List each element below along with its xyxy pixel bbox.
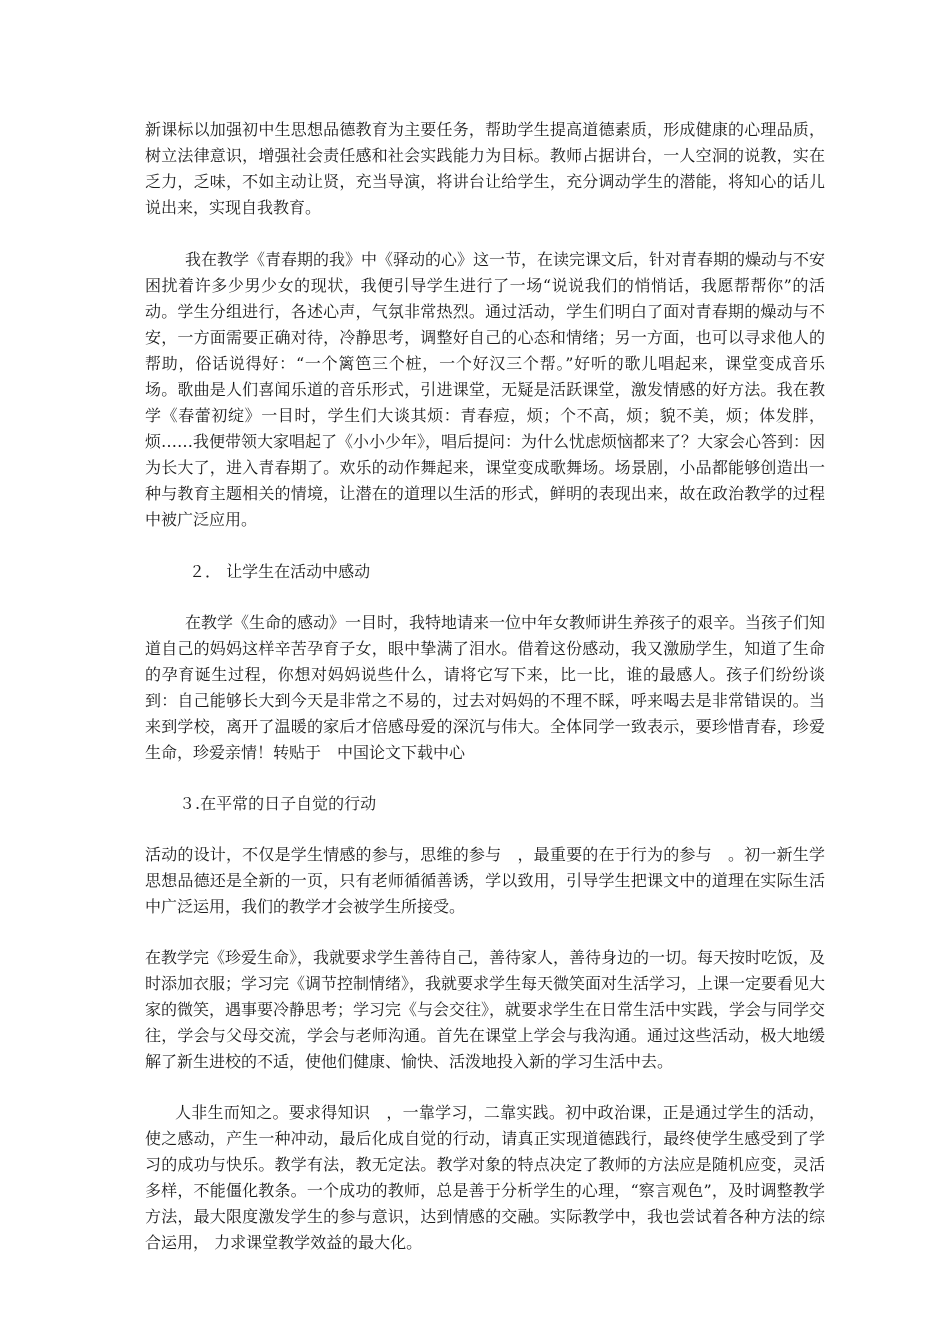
paragraph-youth-activity: 我在教学《青春期的我》中《驿动的心》这一节，在读完课文后，针对青春期的燥动与不安困扰着许多少男少女的现状，我便引导学生进行了一场“说说我们的悄悄话，我愿帮帮你”的活动。学生分组进行，各述心声，气氛非常热烈。通过活动，学生们明白了面对青春期的燥动与不安，一方面需要正确对待，冷静思考，调整好自己的心态和情绪；另一方面，也可以寻求他人的帮助，俗话说得好：“一个篱笆三个桩，一个好汉三个帮。”好听的歌儿唱起来，课堂变成音乐场。歌曲是人们喜闻乐道的音乐形式，引进课堂，无疑是活跃课堂，激发情感的好方法。我在教学《春蕾初绽》一目时，学生们大谈其烦：青春痘，烦；个不高，烦；貌不美，烦；体发胖，烦……我便带领大家唱起了《小小少年》，唱后提问：为什么忧虑烦恼都来了？大家会心答到：因为长大了，进入青春期了。欢乐的动作舞起来，课堂变成歌舞场。场景剧，小品都能够创造出一种与教育主题相关的情境，让潜在的道理以生活的形式，鲜明的表现出来，故在政治教学的过程中被广泛应用。: [145, 250, 826, 529]
paragraph-conclusion: 人非生而知之。要求得知识 ，一靠学习，二靠实践。初中政治课，正是通过学生的活动，使之感动，产生一种冲动，最后化成自觉的行动，请真正实现道德践行，最终使学生感受到了学习的成功与快乐。教学有法，教无定法。教学对象的特点决定了教师的方法应是随机应变，灵活多样，不能僵化教条。一个成功的教师，总是善于分析学生的心理，“察言观色”，及时调整教学方法，最大限度激发学生的参与意识，达到情感的交融。实际教学中，我也尝试着各种方法的综合运用， 力求课堂教学效益的最大化。: [145, 1103, 825, 1252]
section-heading-2: ２． 让学生在活动中感动: [189, 562, 371, 581]
paragraph-activity-design: 活动的设计，不仅是学生情感的参与，思维的参与 ，最重要的在于行为的参与 。初一新生学思想品德还是全新的一页，只有老师循循善诱，学以致用，引导学生把课文中的道理在实际生活中广泛运用，我们的教学才会被学生所接受。: [145, 845, 825, 916]
paragraph-intro: 新课标以加强初中生思想品德教育为主要任务，帮助学生提高道德素质，形成健康的心理品质，树立法律意识，增强社会责任感和社会实践能力为目标。教师占据讲台，一人空洞的说教，实在乏力，乏味，不如主动让贤，充当导演，将讲台让给学生，充分调动学生的潜能，将知心的话儿说出来，实现自我教育。: [145, 120, 825, 217]
paragraph-moved-by-life: 在教学《生命的感动》一目时，我特地请来一位中年女教师讲生养孩子的艰辛。当孩子们知道自己的妈妈这样辛苦孕育子女，眼中挚满了泪水。借着这份感动，我又激励学生，知道了生命的孕育诞生过程，你想对妈妈说些什么，请将它写下来，比一比，谁的最感人。孩子们纷纷谈到：自己能够长大到今天是非常之不易的，过去对妈妈的不理不睬，呼来喝去是非常错误的。当来到学校，离开了温暖的家后才倍感母爱的深沉与伟大。全体同学一致表示，要珍惜青春，珍爱生命，珍爱亲情！转贴于 中国论文下载中心: [145, 613, 826, 762]
document-body: [145, 117, 825, 1256]
section-heading-3: ３.在平常的日子自觉的行动: [179, 794, 377, 813]
paragraph-daily-practice: 在教学完《珍爱生命》，我就要求学生善待自己，善待家人，善待身边的一切。每天按时吃饭，及时添加衣服；学习完《调节控制情绪》，我就要求学生每天微笑面对生活学习，上课一定要看见大家的微笑，遇事要冷静思考；学习完《与会交往》，就要求学生在日常生活中实践，学会与同学交往，学会与父母交流，学会与老师沟通。首先在课堂上学会与我沟通。通过这些活动，极大地缓解了新生进校的不适，使他们健康、愉快、活泼地投入新的学习生活中去。: [145, 948, 826, 1071]
